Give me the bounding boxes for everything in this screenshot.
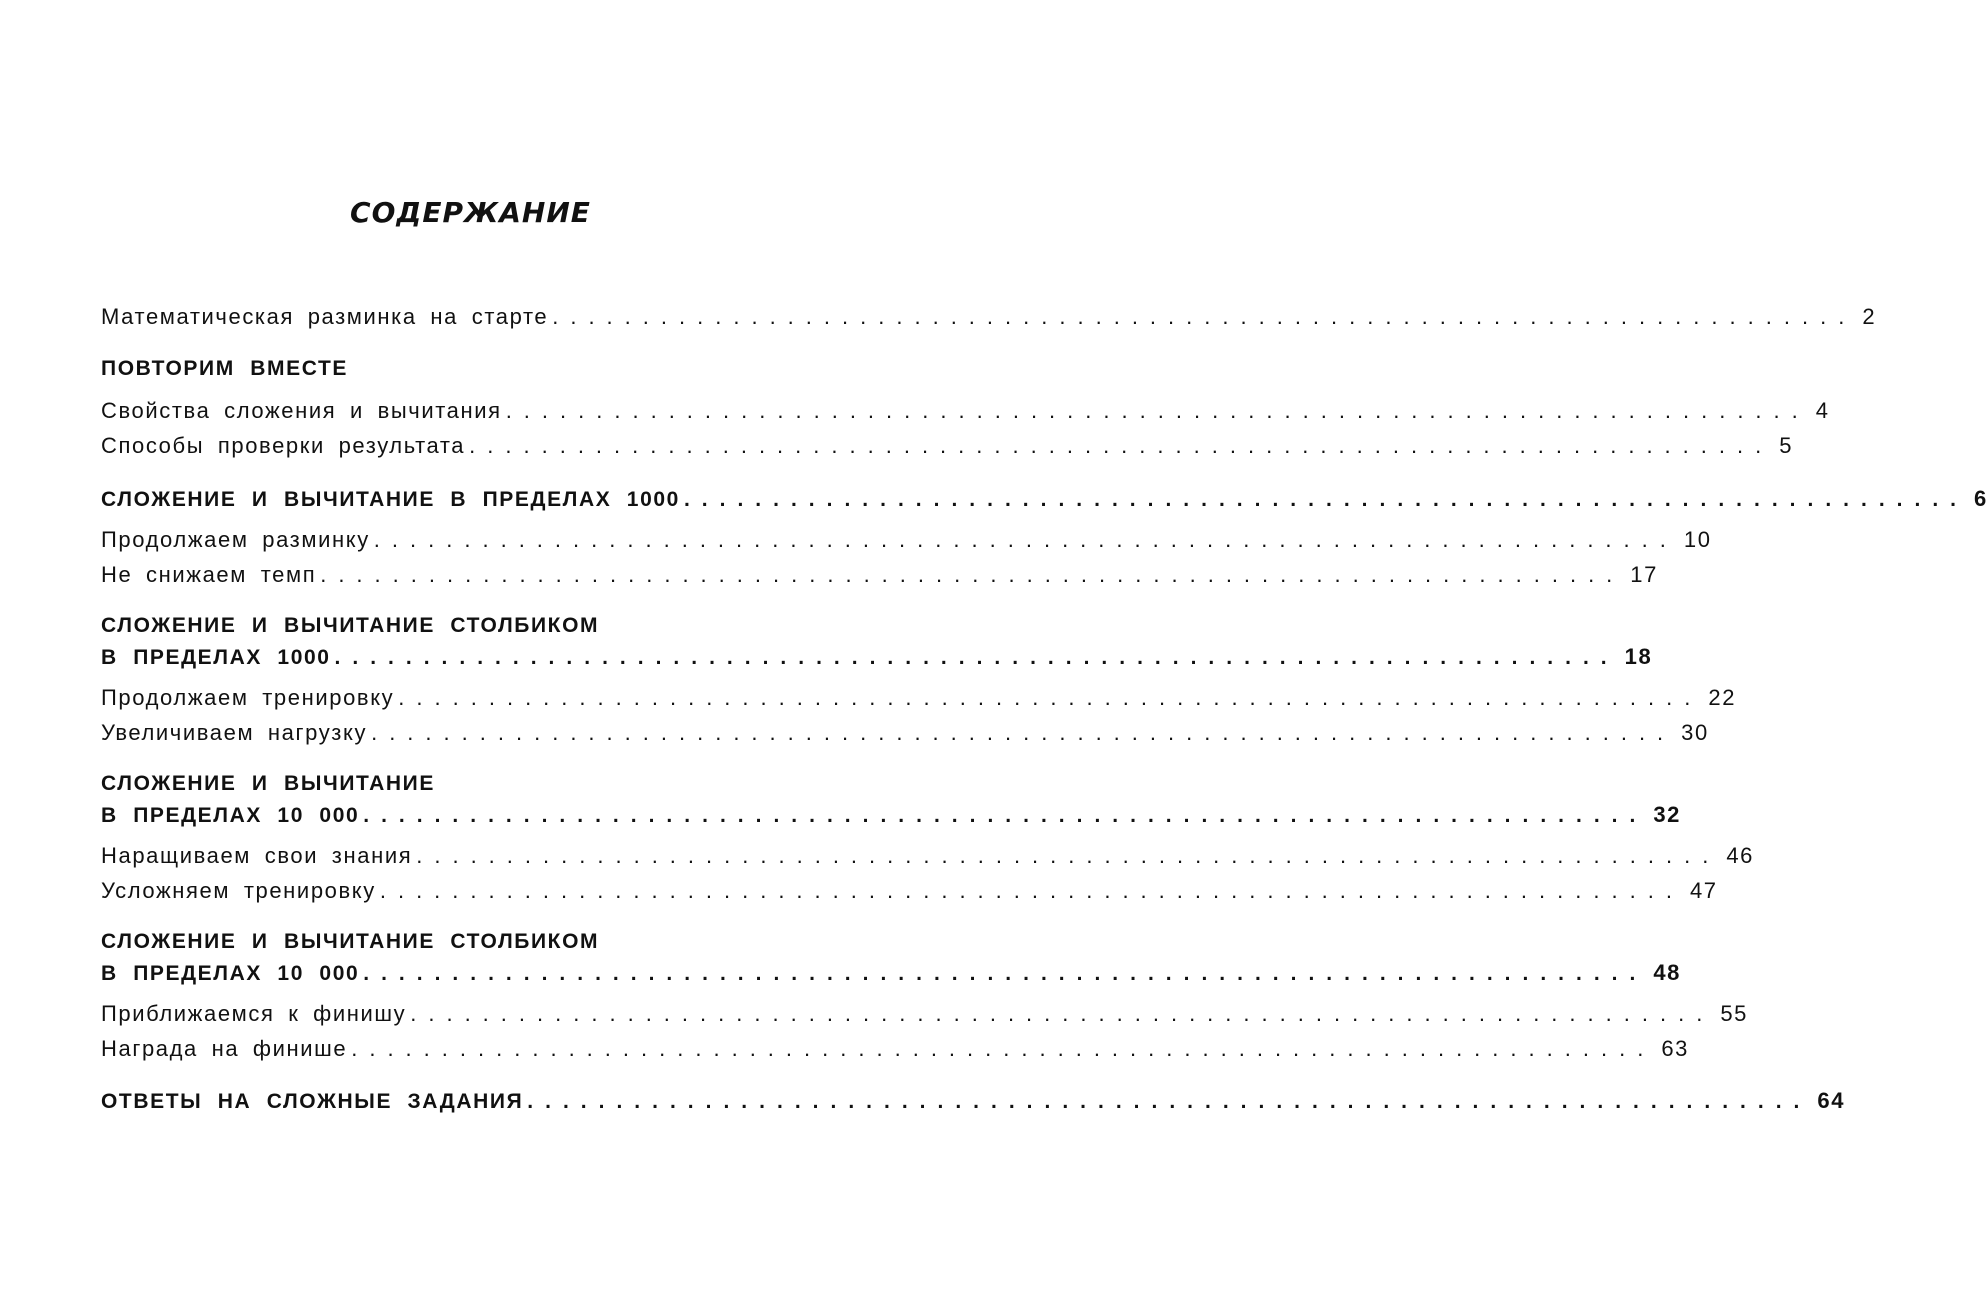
- toc-section-title: В ПРЕДЕЛАХ 10 000: [101, 962, 360, 985]
- toc-section-heading-line: СЛОЖЕНИЕ И ВЫЧИТАНИЕ: [101, 772, 435, 795]
- toc-entry[interactable]: [101, 843, 1754, 869]
- toc-entry-title: Усложняем тренировку: [101, 878, 376, 903]
- dot-leader: ........................................................................: [505, 398, 1810, 423]
- dot-leader: ........................................................................: [527, 1090, 1812, 1113]
- toc-section-heading-line: СЛОЖЕНИЕ И ВЫЧИТАНИЕ СТОЛБИКОМ: [101, 930, 600, 953]
- dot-leader: ........................................................................: [334, 646, 1619, 669]
- toc-entry[interactable]: [101, 398, 1830, 424]
- dot-leader: ........................................................................: [371, 720, 1676, 745]
- toc-entry[interactable]: [101, 1036, 1689, 1062]
- page-title: СОДЕРЖАНИЕ: [350, 196, 591, 229]
- dot-leader: ........................................................................: [363, 962, 1648, 985]
- toc-entry-title: Наращиваем свои знания: [101, 843, 413, 868]
- toc-entry-title: Награда на финише: [101, 1036, 348, 1061]
- toc-page-number: 46: [1726, 843, 1754, 868]
- toc-section-entry[interactable]: [101, 1088, 1846, 1114]
- dot-leader: ........................................................................: [320, 562, 1625, 587]
- toc-page-number: 6: [1974, 486, 1988, 511]
- dot-leader: ........................................................................: [351, 1036, 1656, 1061]
- toc-section-heading-line: СЛОЖЕНИЕ И ВЫЧИТАНИЕ СТОЛБИКОМ: [101, 614, 600, 637]
- toc-page-number: 10: [1683, 527, 1712, 552]
- dot-leader: ........................................................................: [373, 527, 1678, 552]
- dot-leader: ........................................................................: [416, 843, 1721, 868]
- toc-page-number: 32: [1653, 802, 1682, 827]
- toc-entry-title: Свойства сложения и вычитания: [101, 398, 502, 423]
- toc-entry[interactable]: [101, 562, 1658, 588]
- toc-page-number: 47: [1689, 878, 1718, 903]
- toc-entry-title: Продолжаем разминку: [101, 527, 370, 552]
- toc-entry[interactable]: [101, 720, 1709, 746]
- toc-section-entry[interactable]: [101, 486, 1988, 512]
- toc-entry-title: Приближаемся к финишу: [101, 1001, 407, 1026]
- dot-leader: ........................................................................: [552, 304, 1857, 329]
- toc-section-heading: ПОВТОРИМ ВМЕСТЕ: [101, 357, 349, 380]
- toc-section-entry[interactable]: [101, 644, 1653, 670]
- toc-section-title: ОТВЕТЫ НА СЛОЖНЫЕ ЗАДАНИЯ: [101, 1090, 524, 1113]
- toc-section-entry[interactable]: [101, 960, 1682, 986]
- dot-leader: ........................................................................: [683, 488, 1969, 511]
- toc-page-number: 55: [1720, 1001, 1748, 1026]
- toc-entry-title: Способы проверки результата: [101, 433, 466, 458]
- toc-entry[interactable]: [101, 527, 1712, 553]
- toc-entry[interactable]: [101, 304, 1877, 330]
- toc-page-number: 4: [1815, 398, 1830, 423]
- toc-page-number: 64: [1817, 1088, 1846, 1113]
- toc-page-number: 30: [1681, 720, 1709, 745]
- dot-leader: ........................................................................: [410, 1001, 1715, 1026]
- toc-entry[interactable]: [101, 1001, 1748, 1027]
- toc-section-entry[interactable]: [101, 802, 1682, 828]
- dot-leader: ........................................................................: [469, 433, 1774, 458]
- toc-entry-title: Математическая разминка на старте: [101, 304, 549, 329]
- toc-section-title: В ПРЕДЕЛАХ 10 000: [101, 804, 360, 827]
- dot-leader: ........................................................................: [363, 804, 1648, 827]
- dot-leader: ........................................................................: [379, 878, 1684, 903]
- toc-page-number: 2: [1862, 304, 1877, 329]
- toc-page-number: 18: [1624, 644, 1653, 669]
- toc-entry[interactable]: [101, 433, 1794, 459]
- toc-page-number: 63: [1661, 1036, 1689, 1061]
- toc-page-number: 48: [1653, 960, 1682, 985]
- toc-page-number: 5: [1779, 433, 1794, 458]
- dot-leader: ........................................................................: [398, 685, 1703, 710]
- toc-page-number: 22: [1708, 685, 1737, 710]
- toc-entry[interactable]: [101, 878, 1718, 904]
- toc-page-number: 17: [1630, 562, 1658, 587]
- toc-entry-title: Увеличиваем нагрузку: [101, 720, 368, 745]
- toc-section-title: В ПРЕДЕЛАХ 1000: [101, 646, 331, 669]
- toc-section-title: СЛОЖЕНИЕ И ВЫЧИТАНИЕ В ПРЕДЕЛАХ 1000: [101, 488, 680, 511]
- toc-entry-title: Продолжаем тренировку: [101, 685, 395, 710]
- toc-entry[interactable]: [101, 685, 1737, 711]
- toc-entry-title: Не снижаем темп: [101, 562, 317, 587]
